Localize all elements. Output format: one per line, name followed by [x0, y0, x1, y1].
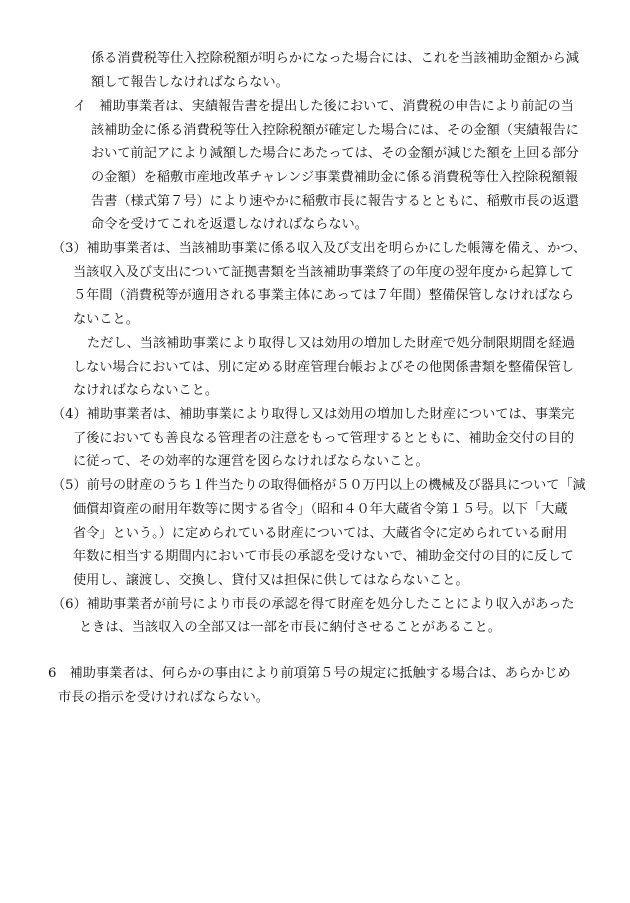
text-line-13: ただし、当該補助事業により取得し又は効用の増加した財産で処分制限期間を経過 [87, 336, 575, 351]
text-line-3: イ 補助事業者は、実績報告書を提出した後において、消費税の申告により前記の当 [73, 99, 574, 114]
text-line-19: （5）前号の財産のうち１件当たりの取得価格が５０万円以上の機械及び器具について「減 [52, 478, 586, 493]
text-line-16: （4）補助事業者は、補助事業により取得し又は効用の増加した財産については、事業完 [52, 407, 575, 422]
text-line-4: 該補助金に係る消費税等仕入控除税額が確定した場合には、その金額（実績報告に [91, 123, 579, 138]
text-line-11: ５年間（消費税等が適用される事業主体にあっては７年間）整備保管しなければなら [73, 288, 574, 303]
text-line-9: （3）補助事業者は、当該補助事業に係る収入及び支出を明らかにした帳簿を備え、かつ、 [52, 241, 587, 256]
text-line-12: ないこと。 [73, 312, 139, 327]
text-line-27: 市長の指示を受けければならない。 [58, 690, 269, 705]
text-line-25: ときは、当該収入の全部又は一部を市長に納付させることがあること。 [79, 620, 501, 635]
text-line-22: 年数に相当する期間内において市長の承認を受けないで、補助金交付の目的に反して [73, 549, 574, 564]
text-line-15: なければならないこと。 [73, 383, 219, 398]
text-line-23: 使用し、譲渡し、交換し、貸付又は担保に供してはならないこと。 [73, 573, 469, 588]
text-line-17: 了後においても善良なる管理者の注意をもって管理するとともに、補助金交付の目的 [73, 431, 575, 446]
text-line-10: 当該収入及び支出について証拠書類を当該補助事業終了の年度の翌年度から起算して [73, 265, 574, 280]
text-line-21: 省令」という。）に定められている財産については、大蔵省令に定められている耐用 [73, 526, 568, 541]
text-line-6: の金額）を稲敷市産地改革チャレンジ事業費補助金に係る消費税等仕入控除税額報 [91, 170, 578, 185]
text-line-14: しない場合においては、別に定める財産管理台帳およびその他関係書類を整備保管し [73, 360, 575, 375]
text-line-26: 6 補助事業者は、何らかの事由により前項第５号の規定に抵触する場合は、あらかじめ [48, 666, 571, 681]
text-line-5: おいて前記アにより減額した場合にあたっては、その金額が減じた額を上回る部分 [91, 146, 579, 161]
text-line-2: 額して報告しなければならない。 [91, 75, 289, 90]
text-line-18: に従って、その効率的な運営を図らなければならないこと。 [73, 454, 429, 469]
text-line-7: 告書（様式第７号）により速やかに稲敷市長に報告するとともに、稲敷市長の返還 [91, 194, 579, 209]
text-line-8: 命令を受けてこれを返還しなければならない。 [91, 217, 368, 232]
text-line-1: 係る消費税等仕入控除税額が明らかになった場合には、これを当該補助金額から減 [91, 51, 579, 66]
text-line-24: （6）補助事業者が前号により市長の承認を得て財産を処分したことにより収入があった [52, 597, 575, 612]
text-line-20: 価償却資産の耐用年数等に関する省令」（昭和４０年大蔵省令第１５号。以下「大蔵 [73, 502, 568, 517]
